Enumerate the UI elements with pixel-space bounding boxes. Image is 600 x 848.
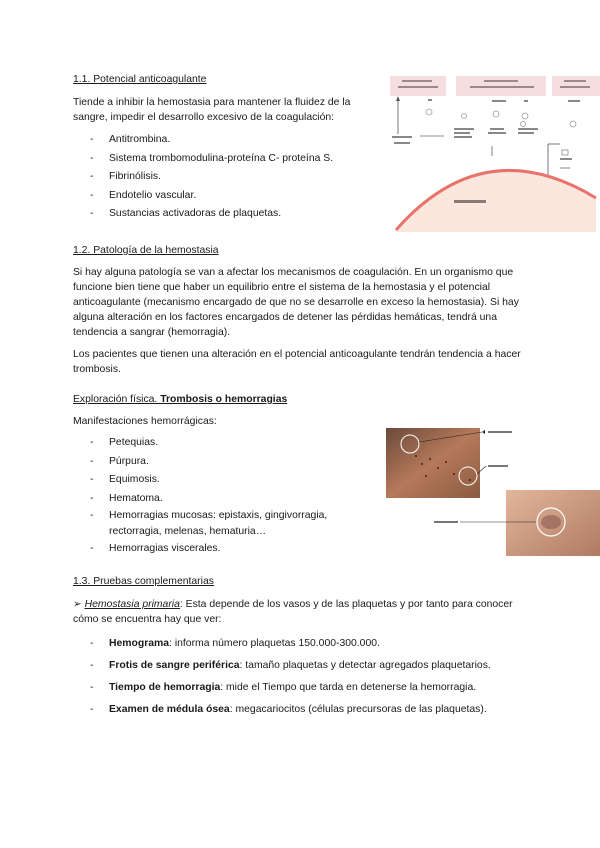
exploracion-heading bbox=[73, 392, 287, 407]
test-name: Frotis de sangre periférica bbox=[109, 660, 240, 671]
list-item: - Hematoma. bbox=[73, 490, 363, 509]
exploracion-heading-emphasis: Trombosis o hemorragias bbox=[160, 394, 288, 405]
paragraph-1-1: Tiende a inhibir la hemostasia para mantener la fluidez de la sangre, impedir el desarrollo excesivo de la coagulación: bbox=[73, 97, 351, 123]
list-item: - Equimosis. bbox=[73, 471, 363, 490]
arrow-head-icon bbox=[396, 96, 400, 101]
list-item: - Hemorragias viscerales. bbox=[73, 540, 363, 559]
list-item: - Púrpura. bbox=[73, 453, 363, 472]
manifestaciones-intro: Manifestaciones hemorrágicas: bbox=[73, 416, 217, 427]
section-heading-1-3: 1.3. Pruebas complementarias bbox=[73, 576, 214, 587]
test-item bbox=[73, 677, 553, 699]
list-item: - Sustancias activadoras de plaquetas. bbox=[73, 205, 373, 224]
test-item bbox=[73, 699, 553, 721]
list-item: - Fibrinólisis. bbox=[73, 168, 373, 187]
hemorrhagic-list bbox=[73, 434, 363, 559]
test-desc: : informa número plaquetas 150.000-300.000. bbox=[169, 638, 380, 649]
pointer-arrow-icon bbox=[482, 430, 485, 434]
paragraph-1-2b: Los pacientes que tienen una alteración en el potencial anticoagulante tendrán tendencia a hacer trombosis. bbox=[73, 349, 521, 375]
hemostasia-primaria-text: : Esta depende de los vasos y de las plaquetas y por tanto para conocer cómo se encuentra hay que ver: bbox=[73, 599, 513, 625]
section-heading-1-2: 1.2. Patología de la hemostasia bbox=[73, 245, 219, 256]
hemostasia-primaria-label: Hemostasia primaria bbox=[84, 599, 180, 610]
list-item: - Endotelio vascular. bbox=[73, 187, 373, 206]
arrow-bullet-icon: ➢ bbox=[73, 599, 82, 610]
skin-lesions-figure bbox=[386, 424, 600, 556]
exploracion-heading-prefix: Exploración física. bbox=[73, 394, 161, 405]
vessel-label bbox=[454, 200, 486, 203]
petechiae-photo bbox=[386, 428, 480, 498]
test-desc: : mide el Tiempo que tarda en detenerse la hemorragia. bbox=[220, 682, 477, 693]
list-item: - Sistema trombomodulina-proteína C- proteína S. bbox=[73, 150, 373, 169]
test-item bbox=[73, 633, 553, 655]
list-item: - Antitrombina. bbox=[73, 131, 373, 150]
test-name: Examen de médula ósea bbox=[109, 704, 230, 715]
paragraph-1-2a: Si hay alguna patología se van a afectar los mecanismos de coagulación. En un organismo que funcione bien tiene que haber un equilibrio entre el sistema de la hemostasia y el potencial anticoagulante (mecanismo encargado de que no se desarrolle en exceso la hemostasia). Si hay alguna alteración en los factores encargados de detener las pérdidas hemáticas, tendrá una tendencia a sangrar (hemorragia). bbox=[73, 267, 519, 338]
test-name: Hemograma bbox=[109, 638, 170, 649]
test-item bbox=[73, 655, 553, 677]
test-desc: : tamaño plaquetas y detectar agregados plaquetarios. bbox=[239, 660, 491, 671]
tests-list bbox=[73, 633, 553, 721]
test-desc: : megacariocitos (células precursoras de las plaquetas). bbox=[229, 704, 487, 715]
list-item: - Petequias. bbox=[73, 434, 363, 453]
list-item: - Hemorragias mucosas: epistaxis, gingivorragia, rectorragia, melenas, hematuria… bbox=[73, 508, 363, 540]
anticoagulant-diagram bbox=[384, 72, 600, 232]
anticoagulant-list bbox=[73, 131, 373, 224]
section-heading-1-1: 1.1. Potencial anticoagulante bbox=[73, 74, 207, 85]
test-name: Tiempo de hemorragia bbox=[109, 682, 221, 693]
paragraph-hemostasia-primaria bbox=[73, 597, 533, 627]
